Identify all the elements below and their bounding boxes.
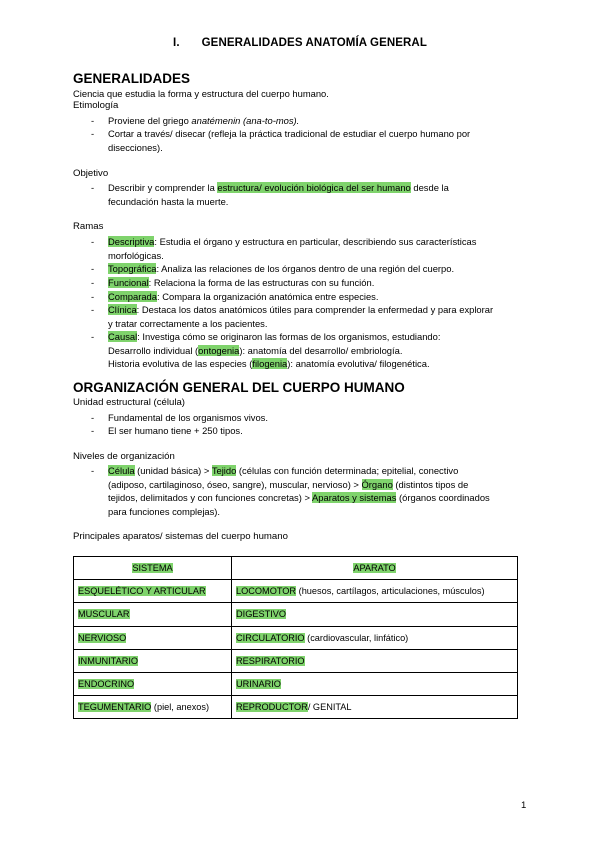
heading-generalidades: GENERALIDADES [73, 71, 191, 86]
table-cell: LOCOMOTOR (huesos, cartílagos, articulaciones, músculos) [232, 580, 518, 603]
table-cell: URINARIO [232, 672, 518, 695]
table-cell: NERVIOSO [74, 626, 232, 649]
table-cell: TEGUMENTARIO (piel, anexos) [74, 696, 232, 719]
table-cell: DIGESTIVO [232, 603, 518, 626]
highlight: Órgano [361, 478, 393, 490]
principales-label: Principales aparatos/ sistemas del cuerpo humano [73, 531, 288, 542]
etimologia-label: Etimología [73, 100, 119, 111]
objetivo-label: Objetivo [73, 168, 109, 179]
table-cell: REPRODUCTOR/ GENITAL [232, 696, 518, 719]
table-cell: CIRCULATORIO (cardiovascular, linfático) [232, 626, 518, 649]
table-row [74, 672, 518, 695]
highlight: Funcional [108, 277, 149, 288]
highlight: Causal [108, 331, 138, 342]
table-row [74, 626, 518, 649]
highlight: Tejido [211, 465, 237, 476]
highlight: Célula [108, 465, 135, 476]
highlight: ontogenia [198, 344, 240, 356]
table-cell: MUSCULAR [74, 603, 232, 626]
niveles-label: Niveles de organización [73, 451, 175, 462]
highlight: Descriptiva [108, 236, 155, 247]
definition-text: Ciencia que estudia la forma y estructura del cuerpo humano. [73, 88, 329, 99]
highlight: Clínica [108, 304, 137, 315]
col-header-aparato: APARATO [232, 557, 518, 580]
title-text: GENERALIDADES ANATOMÍA GENERAL [201, 37, 427, 49]
unidad-label: Unidad estructural (célula) [73, 397, 185, 408]
highlight: Comparada [108, 291, 157, 302]
col-header-sistema: SISTEMA [74, 557, 232, 580]
highlight: estructura/ evolución biológica del ser humano [217, 182, 411, 193]
document-page: I. GENERALIDADES ANATOMÍA GENERAL GENERALIDADES Ciencia que estudia la forma y estructura del cuerpo humano. Etimología - Proviene del griego anatémenin (ana-to-mos). - Cortar a través/ disecar (refleja la práctica tradicional de estudiar el cuerpo humano por disecciones). Objetivo - Describir y comprender la estructura/ evolución biológica del ser humano desde la fecundación hasta la muerte. Ramas - Descriptiva: Estudia el órgano y estructura en particular, describiendo sus características morfológicas. - Topográfica: Analiza las relaciones de los órganos dentro de una región del cuerpo. - Funcional: Relaciona la forma de las estructuras con su función. - Comparada: Compara la organización anatómica entre especies. - Clínica: Destaca los datos anatómicos útiles para comprender la enfermedad y para explorar y tratar correctamente a los pacientes. - Causal: Investiga cómo se originaron las formas de los organismos, estudiando: Desarrollo individual (ontogenia): anatomía del desarrollo/ embriología. Historia evolutiva de las especies (filogenia): anatomía evolutiva/ filogenética. ORGANIZACIÓN GENERAL DEL CUERPO HUMANO Unidad estructural (célula) - Fundamental de los organismos vivos. - El ser humano tiene + 250 tipos. Niveles de organización - Célula (unidad básica) > Tejido (células con función determinada; epitelial, conectivo (adiposo, cartilaginoso, óseo, sangre), muscular, nervioso) > Órgano (distintos tipos de tejidos, delimitados y con funciones concretas) > Aparatos y sistemas (órganos coordinados para funciones complejas). Principales aparatos/ sistemas del cuerpo humano SISTEMA APARATO ESQUELÉTICO Y ARTICULAR LOCOMOTOR (huesos, cartílagos, articulaciones, músculos) MUSCULAR DIGESTIVO NERVIOSO CIRCULATORIO (cardiovascular, linfático) INMUNITARIO RESPIRATORIO ENDOCRINO URINARIO TEGUMENTARIO (piel, anexos) REPRODUCTOR/ GENITAL 1 [0, 0, 600, 848]
systems-table [73, 556, 518, 719]
table-row [74, 580, 518, 603]
table-row [74, 603, 518, 626]
table-header-row [74, 557, 518, 580]
table-row [74, 696, 518, 719]
ramas-label: Ramas [73, 221, 104, 232]
highlight: Topográfica [108, 263, 157, 274]
highlight: filogenia [252, 358, 288, 370]
table-cell: ENDOCRINO [74, 672, 232, 695]
greek-term: anatémenin (ana-to-mos). [191, 115, 300, 126]
table-cell: ESQUELÉTICO Y ARTICULAR [74, 580, 232, 603]
page-number: 1 [521, 800, 527, 811]
table-cell: RESPIRATORIO [232, 649, 518, 672]
table-row [74, 649, 518, 672]
table-cell: INMUNITARIO [74, 649, 232, 672]
title-number: I. [173, 37, 180, 49]
heading-organizacion: ORGANIZACIÓN GENERAL DEL CUERPO HUMANO [73, 380, 405, 395]
highlight: Aparatos y sistemas [312, 492, 397, 504]
page-title [0, 37, 600, 49]
